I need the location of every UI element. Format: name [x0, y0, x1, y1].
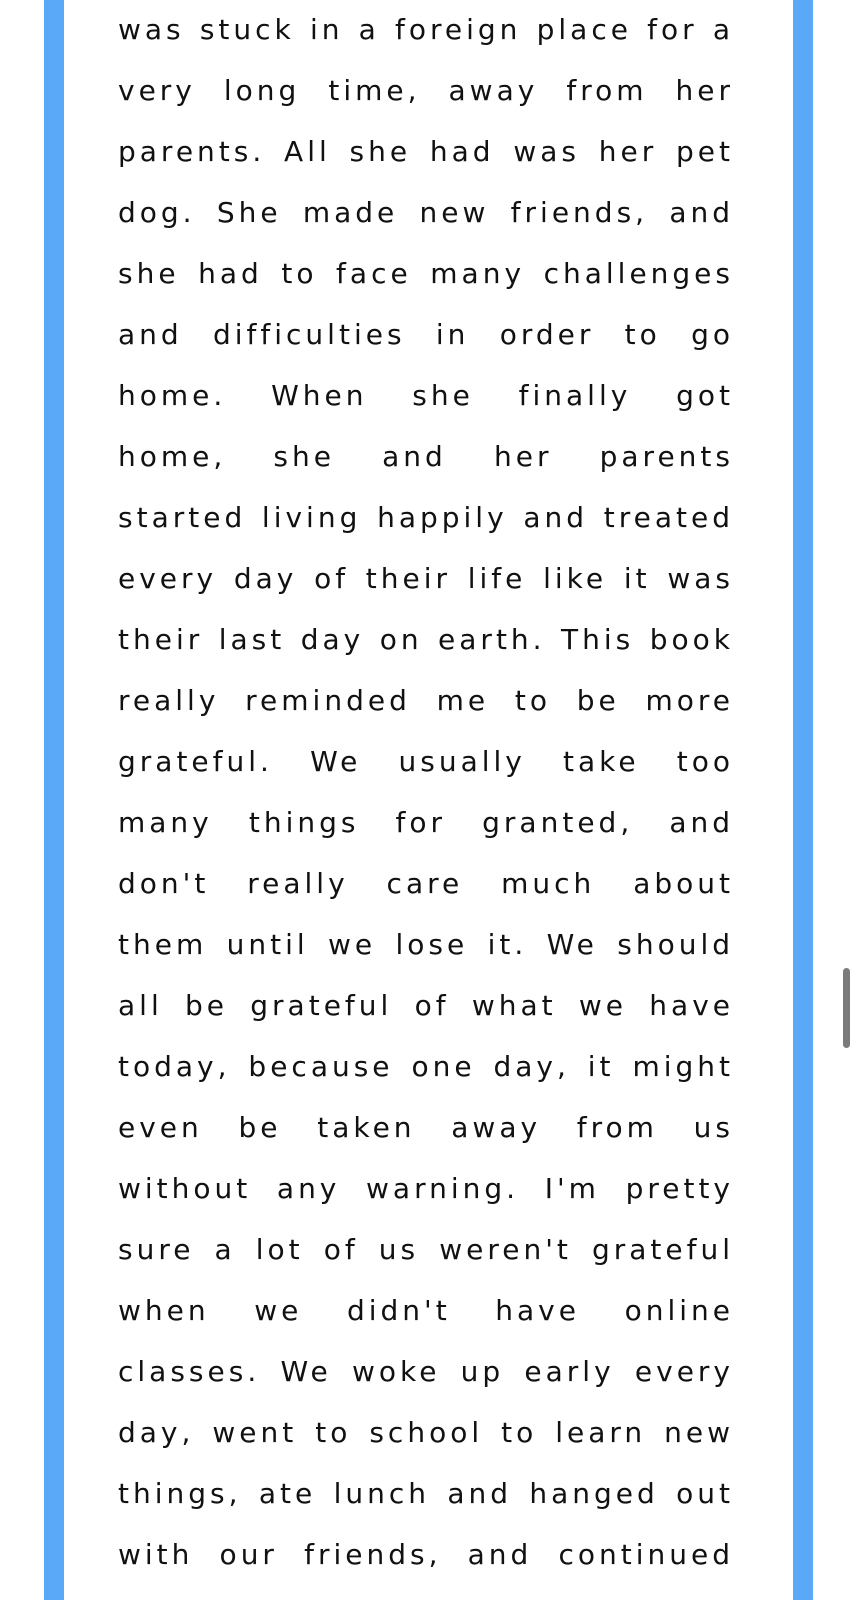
- article-line: home, she and her parents: [118, 440, 734, 473]
- article-line: she had to face many challenges: [118, 257, 734, 290]
- article-line: grateful. We usually take too: [118, 745, 734, 778]
- article-line: don't really care much about: [118, 867, 734, 900]
- article-line: dog. She made new friends, and: [118, 196, 734, 229]
- article-line: started living happily and treated: [118, 501, 734, 534]
- right-accent-border: [793, 0, 813, 1600]
- article-line: today, because one day, it might: [118, 1050, 734, 1083]
- article-line: without any warning. I'm pretty: [118, 1172, 734, 1205]
- article-line: things, ate lunch and hanged out: [118, 1477, 734, 1510]
- article-line: and difficulties in order to go: [118, 318, 734, 351]
- article-line: with our friends, and continued: [118, 1538, 734, 1571]
- scrollbar-thumb[interactable]: [843, 968, 850, 1048]
- article-line: their last day on earth. This book: [118, 623, 734, 656]
- article-line: even be taken away from us: [118, 1111, 734, 1144]
- article-line: very long time, away from her: [118, 74, 734, 107]
- left-accent-border: [44, 0, 64, 1600]
- article-line: every day of their life like it was: [118, 562, 734, 595]
- article-line: home. When she finally got: [118, 379, 734, 412]
- article-line: sure a lot of us weren't grateful: [118, 1233, 734, 1266]
- article-line: was stuck in a foreign place for a: [118, 13, 734, 46]
- article-line: them until we lose it. We should: [118, 928, 734, 961]
- article-line: many things for granted, and: [118, 806, 734, 839]
- article-line: all be grateful of what we have: [118, 989, 734, 1022]
- article-line: day, went to school to learn new: [118, 1416, 734, 1449]
- article-line: when we didn't have online: [118, 1294, 734, 1327]
- article-line: classes. We woke up early every: [118, 1355, 734, 1388]
- article-line: really reminded me to be more: [118, 684, 734, 717]
- article-text: [118, 0, 734, 1600]
- article-line: parents. All she had was her pet: [118, 135, 734, 168]
